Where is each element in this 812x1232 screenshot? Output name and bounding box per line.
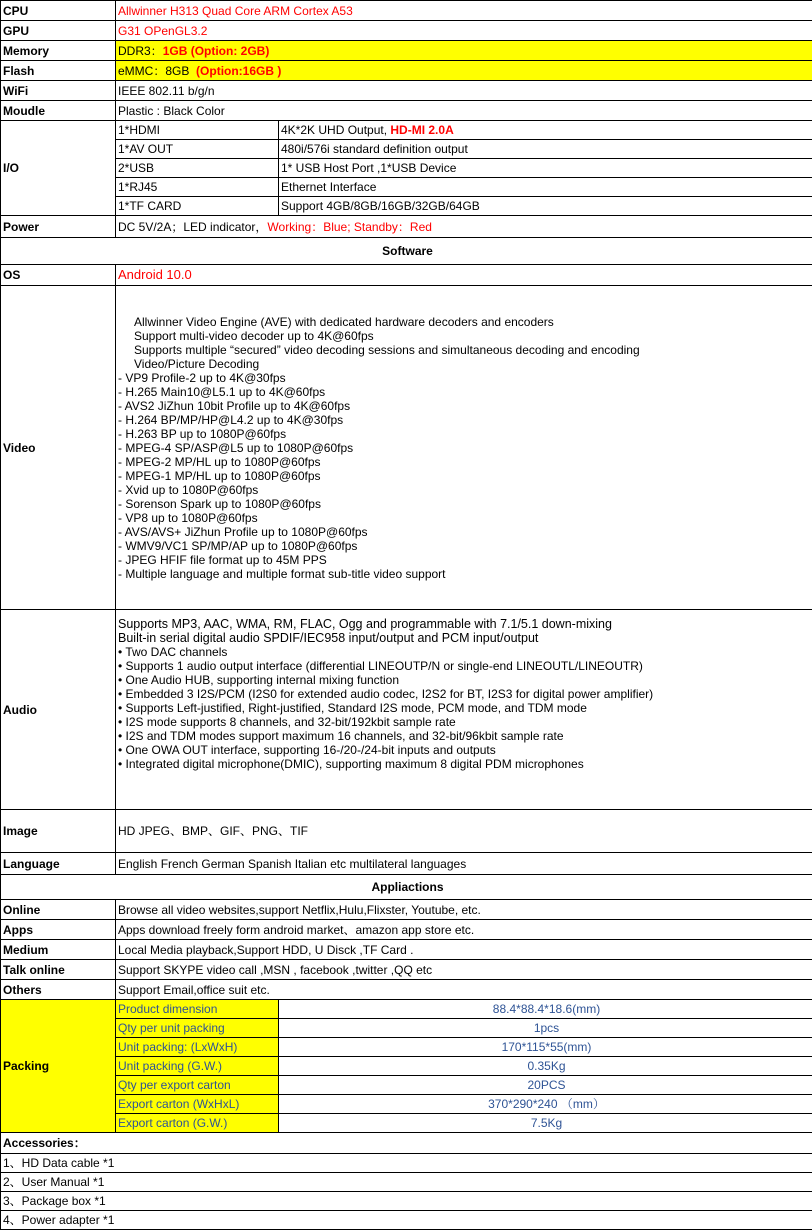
talk-online-label: Talk online xyxy=(1,960,116,980)
packing-item-value: 0.35Kg xyxy=(279,1057,812,1076)
row-io-tf xyxy=(1,197,812,216)
row-packing xyxy=(1,1076,812,1095)
io-port: 1*TF CARD xyxy=(116,197,279,216)
packing-item-name: Product dimension xyxy=(116,1000,279,1019)
video-codec-item: - VP8 up to 1080P@60fps xyxy=(118,510,258,525)
video-codec-item: - WMV9/VC1 SP/MP/AP up to 1080P@60fps xyxy=(118,538,358,553)
apps-value: Apps download freely form android market、amazon app store etc. xyxy=(116,920,812,940)
row-memory xyxy=(1,41,812,61)
row-packing xyxy=(1,1000,812,1019)
accessory-item: 2、User Manual *1 xyxy=(1,1173,812,1192)
video-codec-item: - MPEG-4 SP/ASP@L5 up to 1080P@60fps xyxy=(118,440,354,455)
video-codec-item: - MPEG-1 MP/HL up to 1080P@60fps xyxy=(118,468,321,483)
row-language xyxy=(1,853,812,875)
others-label: Others xyxy=(1,980,116,1000)
cpu-value: Allwinner H313 Quad Core ARM Cortex A53 xyxy=(116,1,812,21)
row-audio xyxy=(1,610,812,810)
audio-item: • I2S and TDM modes support maximum 16 channels, and 32-bit/96kbit sample rate xyxy=(118,729,564,743)
wifi-label: WiFi xyxy=(1,81,116,101)
io-port: 1*AV OUT xyxy=(116,140,279,159)
row-accessory xyxy=(1,1173,812,1192)
row-software-header xyxy=(1,238,812,265)
row-io-av xyxy=(1,140,812,159)
flash-value-cell xyxy=(116,61,812,81)
row-cpu xyxy=(1,1,812,21)
video-codec-item: - H.264 BP/MP/HP@L4.2 up to 4K@30fps xyxy=(118,412,344,427)
moudle-value: Plastic : Black Color xyxy=(116,101,812,121)
row-packing xyxy=(1,1038,812,1057)
io-desc-text: 4K*2K UHD Output, xyxy=(281,123,391,137)
audio-label: Audio xyxy=(1,610,116,810)
row-online xyxy=(1,900,812,920)
packing-item-value: 1pcs xyxy=(279,1019,812,1038)
language-value: English French German Spanish Italian etc multilateral languages xyxy=(116,853,812,875)
memory-label: Memory xyxy=(1,41,116,61)
packing-item-value: 170*115*55(mm) xyxy=(279,1038,812,1057)
audio-item: Supports MP3, AAC, WMA, RM, FLAC, Ogg and programmable with 7.1/5.1 down-mixing xyxy=(118,617,612,631)
io-desc: 480i/576i standard definition output xyxy=(279,140,812,159)
gpu-label: GPU xyxy=(1,21,116,41)
accessory-item: 4、Power adapter *1 xyxy=(1,1211,812,1230)
row-apps xyxy=(1,920,812,940)
video-codec-item: - Xvid up to 1080P@60fps xyxy=(118,482,259,497)
video-codec-item: - Sorenson Spark up to 1080P@60fps xyxy=(118,496,321,511)
packing-item-name: Export carton (G.W.) xyxy=(116,1114,279,1133)
video-codec-item: - H.265 Main10@L5.1 up to 4K@60fps xyxy=(118,384,326,399)
row-io-hdmi xyxy=(1,121,812,140)
packing-item-name: Export carton (WxHxL) xyxy=(116,1095,279,1114)
video-label: Video xyxy=(1,286,116,610)
row-io-usb xyxy=(1,159,812,178)
row-power xyxy=(1,216,812,238)
online-value: Browse all video websites,support Netflix,Hulu,Flixster, Youtube, etc. xyxy=(116,900,812,920)
row-accessory xyxy=(1,1154,812,1173)
row-medium xyxy=(1,940,812,960)
video-lead-line: Supports multiple “secured” video decoding sessions and simultaneous decoding and encoding xyxy=(134,342,640,357)
memory-prefix: DDR3： xyxy=(118,43,163,58)
io-desc: Support 4GB/8GB/16GB/32GB/64GB xyxy=(279,197,812,216)
row-packing xyxy=(1,1019,812,1038)
packing-item-name: Unit packing (G.W.) xyxy=(116,1057,279,1076)
packing-label: Packing xyxy=(1,1000,116,1133)
image-formats: HD JPEG、BMP、GIF、PNG、TIF xyxy=(116,810,812,853)
audio-features xyxy=(116,610,812,810)
flash-prefix: eMMC：8GB xyxy=(118,63,190,78)
row-accessory xyxy=(1,1192,812,1211)
audio-item: • I2S mode supports 8 channels, and 32-bit/192kbit sample rate xyxy=(118,715,456,729)
packing-item-name: Qty per export carton xyxy=(116,1076,279,1095)
row-packing xyxy=(1,1114,812,1133)
audio-item: Built-in serial digital audio SPDIF/IEC958 input/output and PCM input/output xyxy=(118,631,539,645)
packing-item-value: 88.4*88.4*18.6(mm) xyxy=(279,1000,812,1019)
cpu-label: CPU xyxy=(1,1,116,21)
flash-value: (Option:16GB ) xyxy=(196,63,282,78)
row-image xyxy=(1,810,812,853)
gpu-value: G31 OPenGL3.2 xyxy=(116,21,812,41)
audio-item: • Embedded 3 I2S/PCM (I2S0 for extended audio codec, I2S2 for BT, I2S3 for digital power amplifier) xyxy=(118,687,654,701)
row-packing xyxy=(1,1095,812,1114)
flash-label: Flash xyxy=(1,61,116,81)
audio-item: • Supports Left-justified, Right-justified, Standard I2S mode, PCM mode, and TDM mode xyxy=(118,701,587,715)
apps-label: Apps xyxy=(1,920,116,940)
power-prefix: DC 5V/2A；LED indicator， xyxy=(118,219,268,234)
io-port: 1*HDMI xyxy=(116,121,279,140)
power-label: Power xyxy=(1,216,116,238)
video-codec-item: - MPEG-2 MP/HL up to 1080P@60fps xyxy=(118,454,321,469)
medium-label: Medium xyxy=(1,940,116,960)
audio-item: • One Audio HUB, supporting internal mixing function xyxy=(118,673,400,687)
io-port: 2*USB xyxy=(116,159,279,178)
video-lead-line: Support multi-video decoder up to 4K@60fps xyxy=(134,328,374,343)
os-value: Android 10.0 xyxy=(116,265,812,286)
row-applications-header xyxy=(1,875,812,900)
wifi-value: IEEE 802.11 b/g/n xyxy=(116,81,812,101)
language-label: Language xyxy=(1,853,116,875)
memory-value: 1GB (Option: 2GB) xyxy=(162,43,270,58)
row-accessory xyxy=(1,1211,812,1230)
accessory-item: 3、Package box *1 xyxy=(1,1192,812,1211)
row-io-rj45 xyxy=(1,178,812,197)
row-video xyxy=(1,286,812,610)
packing-item-value: 20PCS xyxy=(279,1076,812,1095)
online-label: Online xyxy=(1,900,116,920)
applications-section-title: Appliactions xyxy=(1,875,812,900)
accessories-title: Accessories： xyxy=(1,1133,812,1154)
accessory-item: 1、HD Data cable *1 xyxy=(1,1154,812,1173)
video-codec-item: - JPEG HFIF file format up to 45M PPS xyxy=(118,552,327,567)
row-talk-online xyxy=(1,960,812,980)
video-codec-item: - AVS/AVS+ JiZhun Profile up to 1080P@60fps xyxy=(118,524,368,539)
io-label: I/O xyxy=(1,121,116,216)
image-label: Image xyxy=(1,810,116,853)
os-label: OS xyxy=(1,265,116,286)
video-features xyxy=(116,286,812,610)
audio-item: • Supports 1 audio output interface (differential LINEOUTP/N or single-end LINEOUTL/LINEOUTR) xyxy=(118,659,643,673)
packing-item-name: Unit packing: (LxWxH) xyxy=(116,1038,279,1057)
medium-value: Local Media playback,Support HDD, U Disck ,TF Card . xyxy=(116,940,812,960)
others-value: Support Email,office suit etc. xyxy=(116,980,812,1000)
video-lead-line: Allwinner Video Engine (AVE) with dedicated hardware decoders and encoders xyxy=(134,314,554,329)
io-desc xyxy=(279,121,812,140)
audio-item: • Two DAC channels xyxy=(118,645,228,659)
video-codec-item: - Multiple language and multiple format sub-title video support xyxy=(118,566,446,581)
video-lead-line: Video/Picture Decoding xyxy=(134,356,260,371)
io-port: 1*RJ45 xyxy=(116,178,279,197)
packing-item-value: 370*290*240 （mm） xyxy=(279,1095,812,1114)
row-os xyxy=(1,265,812,286)
row-moudle xyxy=(1,101,812,121)
moudle-label: Moudle xyxy=(1,101,116,121)
row-gpu xyxy=(1,21,812,41)
io-desc: 1* USB Host Port ,1*USB Device xyxy=(279,159,812,178)
video-codec-item: - VP9 Profile-2 up to 4K@30fps xyxy=(118,370,286,385)
io-desc: Ethernet Interface xyxy=(279,178,812,197)
row-packing xyxy=(1,1057,812,1076)
memory-value-cell xyxy=(116,41,812,61)
video-codec-item: - AVS2 JiZhun 10bit Profile up to 4K@60fps xyxy=(118,398,351,413)
power-value-cell xyxy=(116,216,812,238)
packing-item-value: 7.5Kg xyxy=(279,1114,812,1133)
row-flash xyxy=(1,61,812,81)
packing-item-name: Qty per unit packing xyxy=(116,1019,279,1038)
audio-item: • One OWA OUT interface, supporting 16-/20-/24-bit inputs and outputs xyxy=(118,743,496,757)
row-accessories-title xyxy=(1,1133,812,1154)
io-desc-highlight: HD-MI 2.0A xyxy=(390,123,454,137)
power-status: Working：Blue; Standby：Red xyxy=(267,219,432,234)
row-wifi xyxy=(1,81,812,101)
video-codec-item: - H.263 BP up to 1080P@60fps xyxy=(118,426,287,441)
talk-online-value: Support SKYPE video call ,MSN , facebook ,twitter ,QQ etc xyxy=(116,960,812,980)
row-others xyxy=(1,980,812,1000)
audio-item: • Integrated digital microphone(DMIC), supporting maximum 8 digital PDM microphones xyxy=(118,757,584,771)
software-section-title: Software xyxy=(1,238,812,265)
